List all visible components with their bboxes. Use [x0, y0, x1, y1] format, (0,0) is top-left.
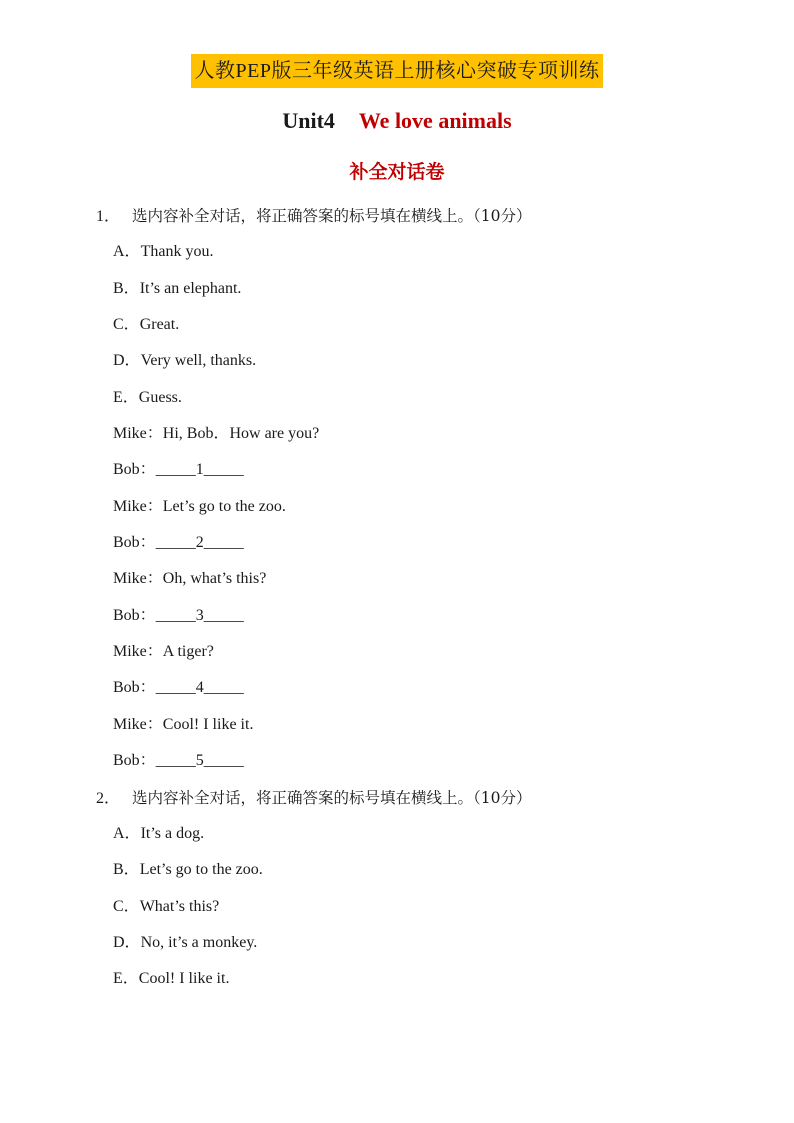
option-letter: B．	[113, 861, 140, 879]
option-text: Very well, thanks.	[140, 352, 257, 370]
option-letter: C．	[113, 316, 140, 334]
dialogue-text: Oh, what’s this?	[162, 570, 267, 588]
option-text: Guess.	[138, 388, 182, 406]
option-letter: E．	[113, 388, 139, 406]
speaker-name: Bob：	[113, 679, 156, 697]
speaker-name: Bob：	[113, 534, 156, 552]
option-row	[96, 310, 716, 346]
speaker-name: Mike：	[113, 643, 163, 661]
dialogue-line	[96, 710, 716, 746]
option-row	[96, 892, 716, 928]
dialogue-line	[96, 601, 716, 637]
option-row	[96, 383, 716, 419]
speaker-name: Bob：	[113, 461, 156, 479]
option-row	[96, 346, 716, 382]
question-number: 1．	[96, 208, 121, 225]
dialogue-line	[96, 419, 716, 455]
questions-content	[96, 201, 716, 1001]
unit-name: We love animals	[358, 108, 512, 133]
option-letter: A．	[113, 824, 141, 842]
question-1-heading	[96, 201, 716, 237]
option-text: No, it’s a monkey.	[140, 933, 258, 951]
option-text: What’s this?	[139, 897, 220, 915]
option-letter: A．	[113, 243, 141, 261]
dialogue-line	[96, 528, 716, 564]
option-row	[96, 819, 716, 855]
worksheet-title: 人教PEP版三年级英语上册核心突破专项训练	[191, 54, 604, 88]
unit-number: Unit4	[282, 108, 335, 133]
dialogue-line	[96, 455, 716, 491]
dialogue-text: A tiger?	[162, 643, 214, 661]
option-letter: D．	[113, 352, 141, 370]
header	[0, 54, 794, 88]
speaker-name: Mike：	[113, 715, 163, 733]
speaker-name: Bob：	[113, 752, 156, 770]
answer-blank: _____3_____	[155, 606, 244, 624]
question-2-heading	[96, 783, 716, 819]
unit-heading	[0, 108, 794, 134]
dialogue-line	[96, 637, 716, 673]
option-text: It’s a dog.	[140, 824, 205, 842]
dialogue-line	[96, 564, 716, 600]
option-text: Thank you.	[140, 243, 214, 261]
answer-blank: _____4_____	[155, 679, 244, 697]
option-text: Cool! I like it.	[138, 970, 230, 988]
speaker-name: Mike：	[113, 497, 163, 515]
option-letter: B．	[113, 279, 140, 297]
option-row	[96, 964, 716, 1000]
option-letter: D．	[113, 933, 141, 951]
dialogue-line	[96, 492, 716, 528]
question-number: 2．	[96, 789, 121, 807]
option-letter: C．	[113, 897, 140, 915]
option-letter: E．	[113, 970, 139, 988]
option-row	[96, 928, 716, 964]
option-text: It’s an elephant.	[139, 279, 242, 297]
dialogue-text: Hi, Bob．How are you?	[162, 425, 320, 443]
answer-blank: _____5_____	[155, 752, 244, 770]
dialogue-text: Let’s go to the zoo.	[162, 497, 286, 515]
option-text: Great.	[139, 316, 180, 334]
speaker-name: Mike：	[113, 425, 163, 443]
answer-blank: _____2_____	[155, 534, 244, 552]
question-instruction: 选内容补全对话，将正确答案的标号填在横线上。（10分）	[132, 207, 532, 225]
dialogue-line	[96, 673, 716, 709]
option-text: Let’s go to the zoo.	[139, 861, 263, 879]
dialogue-text: Cool! I like it.	[162, 715, 254, 733]
worksheet-subtitle: 补全对话卷	[349, 161, 445, 183]
option-row	[96, 855, 716, 891]
option-row	[96, 274, 716, 310]
option-row	[96, 237, 716, 273]
speaker-name: Mike：	[113, 570, 163, 588]
answer-blank: _____1_____	[155, 461, 244, 479]
speaker-name: Bob：	[113, 606, 156, 624]
dialogue-line	[96, 746, 716, 782]
question-instruction: 选内容补全对话，将正确答案的标号填在横线上。（10分）	[132, 788, 532, 807]
